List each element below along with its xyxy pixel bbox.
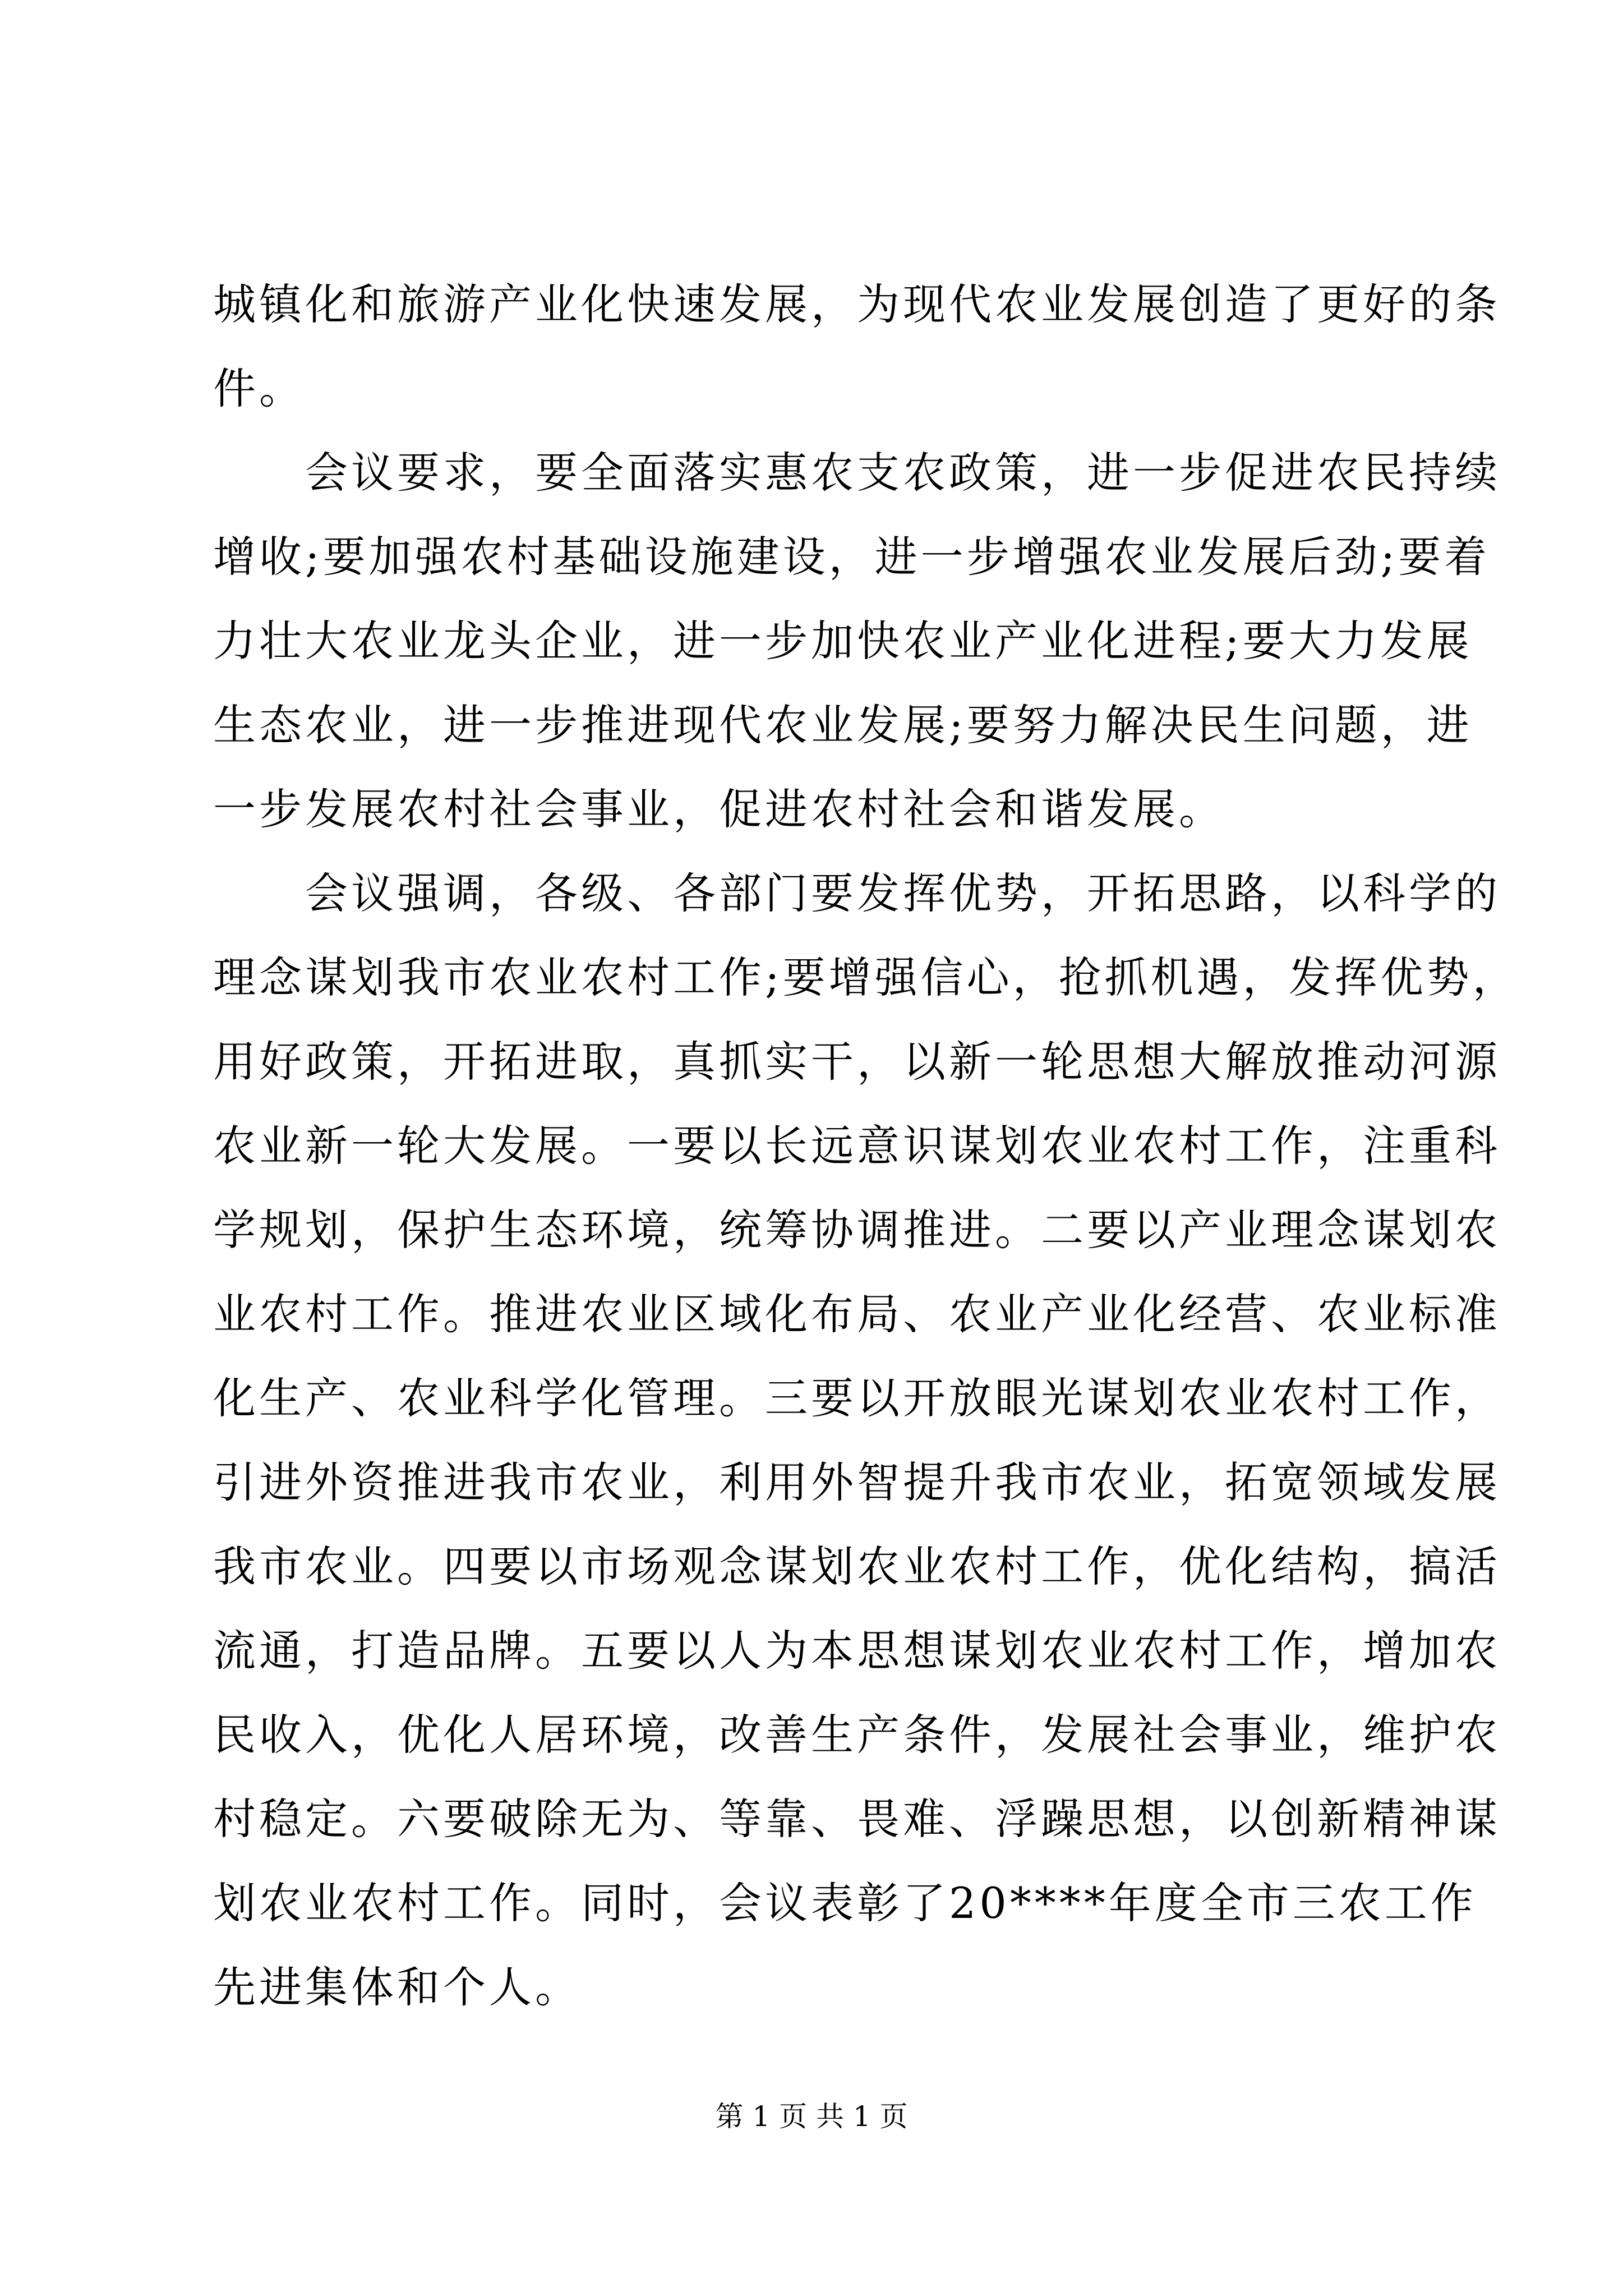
text-line: 民收入，优化人居环境，改善生产条件，发展社会事业，维护农 (213, 1710, 1501, 1760)
text-line: 农业新一轮大发展。一要以长远意识谋划农业农村工作，注重科 (213, 1121, 1501, 1171)
text-line: 流通，打造品牌。五要以人为本思想谋划农业农村工作，增加农 (213, 1626, 1501, 1676)
text-line: 用好政策，开拓进取，真抓实干，以新一轮思想大解放推动河源 (213, 1037, 1501, 1087)
text-line: 村稳定。六要破除无为、等靠、畏难、浮躁思想，以创新精神谋 (213, 1794, 1501, 1844)
text-line: 城镇化和旅游产业化快速发展，为现代农业发展创造了更好的条 (213, 279, 1501, 329)
text-line: 力壮大农业龙头企业，进一步加快农业产业化进程;要大力发展 (213, 616, 1473, 666)
text-line: 先进集体和个人。 (213, 1962, 581, 2012)
text-line: 我市农业。四要以市场观念谋划农业农村工作，优化结构，搞活 (213, 1542, 1501, 1591)
page-footer: 第 1 页 共 1 页 (715, 2100, 908, 2133)
text-line: 会议要求，要全面落实惠农支农政策，进一步促进农民持续 (305, 448, 1501, 498)
text-line: 一步发展农村社会事业，促进农村社会和谐发展。 (213, 784, 1225, 834)
text-line: 理念谋划我市农业农村工作;要增强信心，抢抓机遇，发挥优势， (213, 953, 1519, 1002)
text-line: 会议强调，各级、各部门要发挥优势，开拓思路，以科学的 (305, 868, 1501, 918)
text-line: 生态农业，进一步推进现代农业发展;要努力解决民生问题，进 (213, 700, 1473, 750)
text-line: 件。 (213, 364, 305, 413)
text-line: 学规划，保护生态环境，统筹协调推进。二要以产业理念谋划农 (213, 1205, 1501, 1255)
text-line: 引进外资推进我市农业，利用外智提升我市农业，拓宽领域发展 (213, 1457, 1501, 1507)
text-line: 业农村工作。推进农业区域化布局、农业产业化经营、农业标准 (213, 1289, 1501, 1339)
document-body (213, 263, 1519, 2030)
text-line: 划农业农村工作。同时，会议表彰了20****年度全市三农工作 (213, 1878, 1477, 1928)
text-line: 化生产、农业科学化管理。三要以开放眼光谋划农业农村工作， (213, 1373, 1501, 1423)
text-line: 增收;要加强农村基础设施建设，进一步增强农业发展后劲;要着 (213, 532, 1491, 582)
